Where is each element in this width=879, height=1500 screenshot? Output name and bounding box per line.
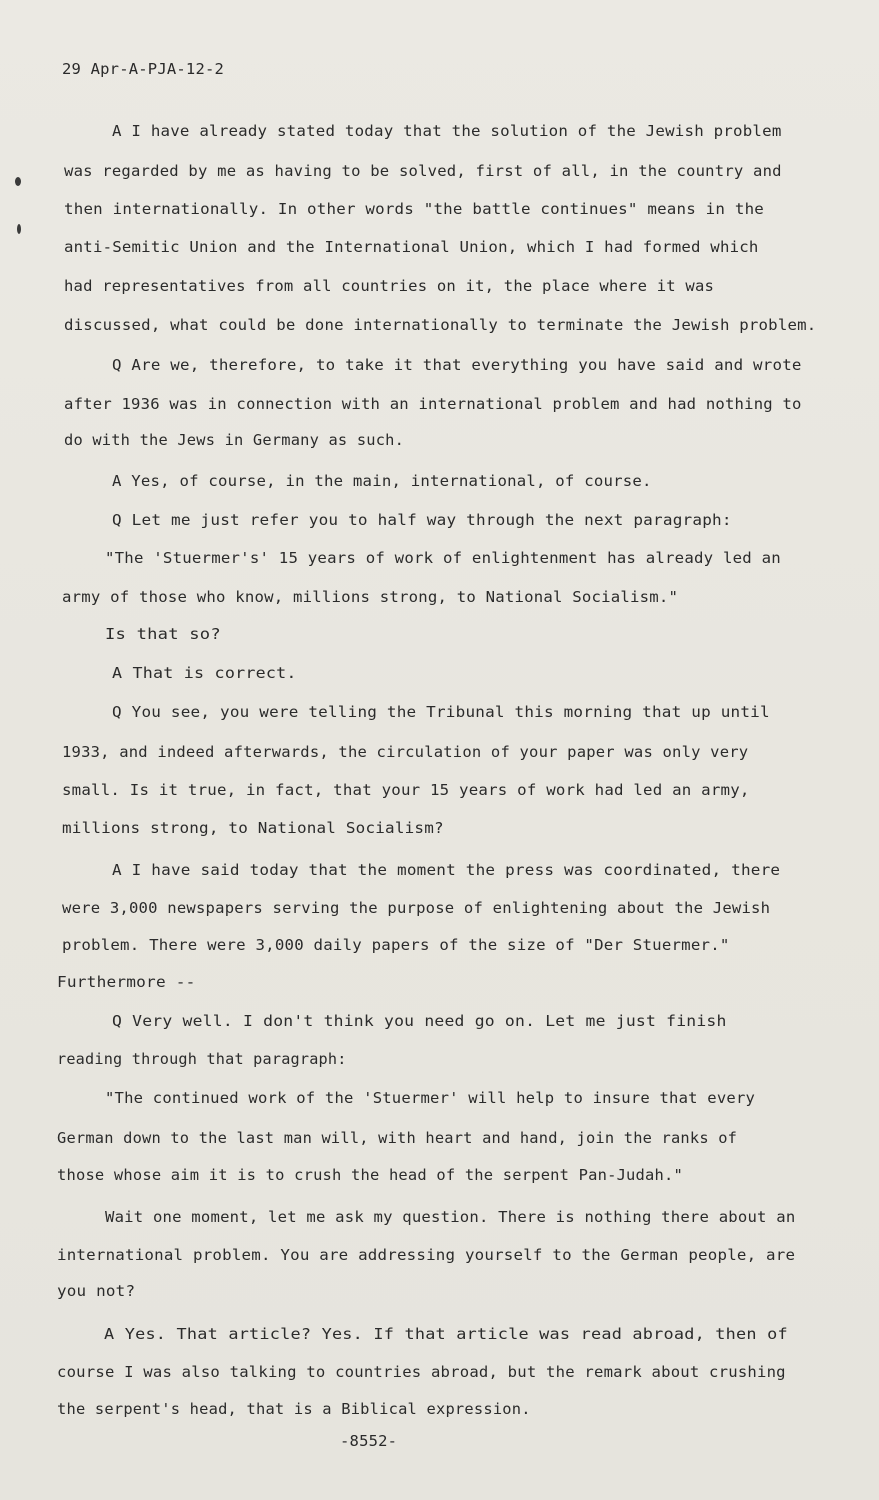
transcript-line: then internationally. In other words "the battle continues" means in the — [64, 200, 765, 218]
transcript-line: Q Very well. I don't think you need go on. Let me just finish — [112, 1012, 727, 1030]
page-number-footer: -8552- — [340, 1432, 398, 1450]
page-code-header: 29 Apr-A-PJA-12-2 — [62, 60, 225, 78]
transcript-line: was regarded by me as having to be solved, first of all, in the country and — [64, 162, 782, 180]
transcript-line: Q Are we, therefore, to take it that everything you have said and wrote — [112, 356, 802, 374]
transcript-line: you not? — [57, 1282, 136, 1300]
transcript-line: Wait one moment, let me ask my question. There is nothing there about an — [105, 1208, 796, 1226]
transcript-line: Furthermore -- — [57, 973, 196, 991]
transcript-line: 1933, and indeed afterwards, the circulation of your paper was only very — [62, 743, 749, 761]
margin-speck — [15, 177, 21, 186]
transcript-line: after 1936 was in connection with an international problem and had nothing to — [64, 395, 802, 413]
transcript-line: A I have already stated today that the solution of the Jewish problem — [112, 122, 782, 140]
transcript-line: A That is correct. — [112, 664, 297, 682]
transcript-line: international problem. You are addressing yourself to the German people, are — [57, 1246, 796, 1264]
transcript-line: Q You see, you were telling the Tribunal this morning that up until — [112, 703, 770, 721]
transcript-line: Q Let me just refer you to half way through the next paragraph: — [112, 511, 732, 529]
transcript-line: army of those who know, millions strong, to National Socialism." — [62, 588, 679, 606]
transcript-line: German down to the last man will, with heart and hand, join the ranks of — [57, 1129, 738, 1147]
transcript-line: discussed, what could be done internationally to terminate the Jewish problem. — [64, 316, 817, 334]
margin-speck — [17, 224, 21, 234]
transcript-line: "The 'Stuermer's' 15 years of work of enlightenment has already led an — [105, 549, 781, 567]
transcript-line: had representatives from all countries on it, the place where it was — [64, 277, 715, 295]
transcript-line: those whose aim it is to crush the head of the serpent Pan-Judah." — [57, 1166, 683, 1184]
transcript-line: "The continued work of the 'Stuermer' will help to insure that every — [105, 1089, 756, 1107]
transcript-line: A Yes. That article? Yes. If that article was read abroad, then of — [104, 1325, 788, 1343]
transcript-line: course I was also talking to countries abroad, but the remark about crushing — [57, 1363, 786, 1381]
transcript-line: were 3,000 newspapers serving the purpose of enlightening about the Jewish — [62, 899, 771, 917]
transcript-line: do with the Jews in Germany as such. — [64, 431, 405, 449]
transcript-line: millions strong, to National Socialism? — [62, 819, 444, 837]
transcript-line: the serpent's head, that is a Biblical expression. — [57, 1400, 531, 1418]
transcript-line: problem. There were 3,000 daily papers of the size of "Der Stuermer." — [62, 936, 730, 954]
transcript-line: Is that so? — [105, 625, 221, 643]
transcript-line: A I have said today that the moment the press was coordinated, there — [112, 861, 781, 879]
transcript-line: small. Is it true, in fact, that your 15 years of work had led an army, — [62, 781, 750, 799]
transcript-line: A Yes, of course, in the main, international, of course. — [112, 472, 652, 490]
transcript-line: reading through that paragraph: — [57, 1050, 347, 1068]
transcript-line: anti-Semitic Union and the International Union, which I had formed which — [64, 238, 759, 256]
